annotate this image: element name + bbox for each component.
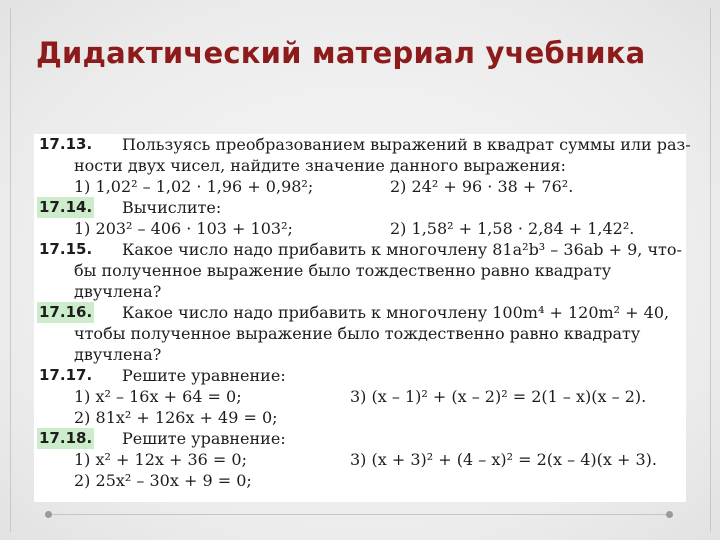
problem-text: Решите уравнение: bbox=[122, 429, 286, 448]
problem-number: 17.14. bbox=[39, 198, 93, 216]
item-2: 2) 25x² – 30x + 9 = 0; bbox=[74, 471, 252, 490]
problem-text: ности двух чисел, найдите значение данного выражения: bbox=[74, 156, 566, 175]
problem-text: Вычислите: bbox=[122, 198, 222, 217]
item-2: 2) 81x² + 126x + 49 = 0; bbox=[74, 408, 278, 427]
problem-text: Какое число надо прибавить к многочлену 81a²b³ – 36ab + 9, что- bbox=[122, 240, 682, 259]
item-1: 1) x² – 16x + 64 = 0; bbox=[74, 387, 242, 406]
slide-frame-right bbox=[710, 8, 711, 532]
textbook-excerpt bbox=[34, 134, 691, 502]
slide-title: Дидактический материал учебника bbox=[36, 36, 646, 70]
problem-text: Какое число надо прибавить к многочлену 100m⁴ + 120m² + 40, bbox=[122, 303, 670, 322]
problem-number: 17.17. bbox=[39, 366, 93, 384]
footer-rule bbox=[50, 514, 670, 515]
slide-frame-left bbox=[10, 8, 11, 532]
problem-text: Пользуясь преобразованием выражений в квадрат суммы или раз- bbox=[122, 135, 691, 154]
item-1: 1) 1,02² – 1,02 · 1,96 + 0,98²; bbox=[74, 177, 314, 196]
problem-text: двучлена? bbox=[74, 282, 162, 301]
item-2: 2) 24² + 96 · 38 + 76². bbox=[390, 177, 574, 196]
problem-number: 17.13. bbox=[39, 135, 93, 153]
item-1: 1) x² + 12x + 36 = 0; bbox=[74, 450, 247, 469]
footer-dot-left bbox=[45, 511, 52, 518]
problem-number: 17.15. bbox=[39, 240, 93, 258]
item-2: 2) 1,58² + 1,58 · 2,84 + 1,42². bbox=[390, 219, 635, 238]
footer-dot-right bbox=[666, 511, 673, 518]
item-3: 3) (x – 1)² + (x – 2)² = 2(1 – x)(x – 2). bbox=[350, 387, 647, 406]
problem-text: Решите уравнение: bbox=[122, 366, 286, 385]
problem-text: двучлена? bbox=[74, 345, 162, 364]
problem-text: чтобы полученное выражение было тождественно равно квадрату bbox=[74, 324, 641, 343]
item-3: 3) (x + 3)² + (4 – x)² = 2(x – 4)(x + 3). bbox=[350, 450, 658, 469]
item-1: 1) 203² – 406 · 103 + 103²; bbox=[74, 219, 293, 238]
problem-number: 17.16. bbox=[39, 303, 93, 321]
problem-text: бы полученное выражение было тождественно равно квадрату bbox=[74, 261, 612, 280]
problem-number: 17.18. bbox=[39, 429, 93, 447]
